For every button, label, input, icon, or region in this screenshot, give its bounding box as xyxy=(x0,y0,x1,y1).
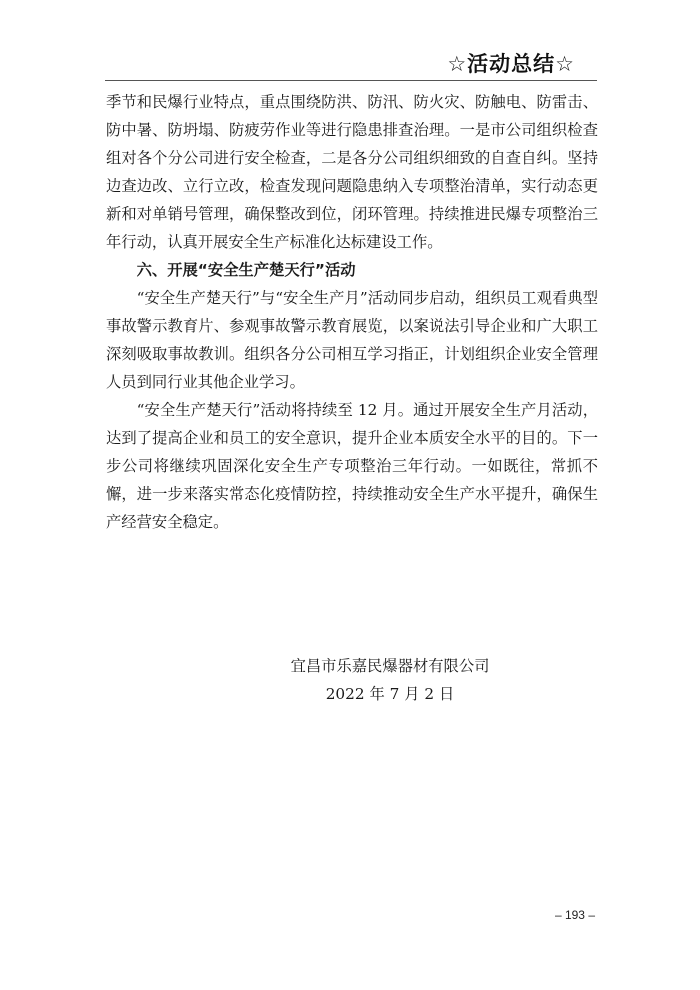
body-paragraph-3: “安全生产楚天行”活动将持续至 12 月。通过开展安全生产月活动，达到了提高企业和员工的安全意识，提升企业本质安全水平的目的。下一步公司将继续巩固深化安全生产专项整治三年行动。一如既往，常抓不懈，进一步来落实常态化疫情防控，持续推动安全生产水平提升，确保生产经营安全稳定。 xyxy=(106,401,598,531)
page-header xyxy=(105,40,597,81)
signature-block xyxy=(0,652,700,708)
document-body xyxy=(106,88,598,536)
signature-company: 宜昌市乐嘉民爆器材有限公司 xyxy=(290,657,490,675)
section-heading: 六、开展“安全生产楚天行”活动 xyxy=(136,261,356,279)
signature-date: 2022 年 7 月 2 日 xyxy=(325,685,455,703)
body-paragraph-2: “安全生产楚天行”与“安全生产月”活动同步启动，组织员工观看典型事故警示教育片、参观事故警示教育展览，以案说法引导企业和广大职工深刻吸取事故教训。组织各分公司相互学习指正，计划组织企业安全管理人员到同行业其他企业学习。 xyxy=(106,289,598,391)
page-number: – 193 – xyxy=(554,908,595,922)
body-paragraph-1: 季节和民爆行业特点，重点围绕防洪、防汛、防火灾、防触电、防雷击、防中暑、防坍塌、防疲劳作业等进行隐患排查治理。一是市公司组织检查组对各个分公司进行安全检查，二是各分公司组织细致的自查自纠。坚持边查边改、立行立改，检查发现问题隐患纳入专项整治清单，实行动态更新和对单销号管理，确保整改到位，闭环管理。持续推进民爆专项整治三年行动，认真开展安全生产标准化达标建设工作。 xyxy=(106,93,598,251)
header-title: ☆活动总结☆ xyxy=(447,52,575,76)
